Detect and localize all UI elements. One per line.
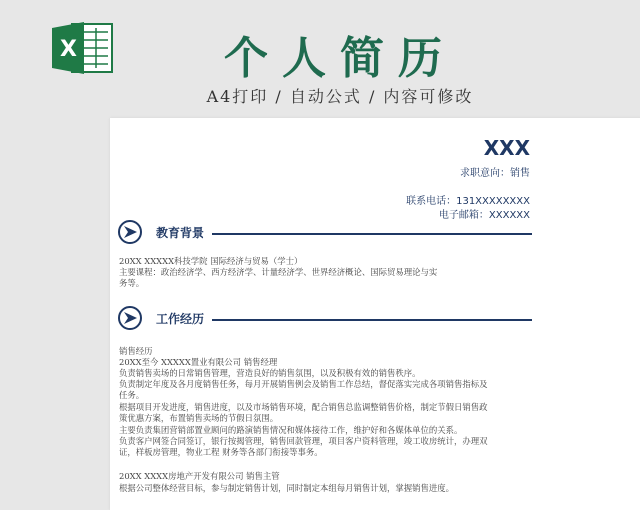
text-line: 负责制定年度及各月度销售任务，每月开展销售例会及销售工作总结，督促落实完成各项销售指标及 <box>119 379 488 389</box>
resume-name: XXX <box>483 136 530 160</box>
phone-number: 联系电话：131XXXXXXXX <box>406 196 530 207</box>
text-line: 负责客户网签合同签订，银行按揭管理，销售回款管理，项目客户资料管理，竣工收房统计，办理双 <box>119 436 488 446</box>
text-line: 根据项目开发进度，销售进度，以及市场销售环境，配合销售总监调整销售价格，制定节假日销售政 <box>119 402 488 412</box>
svg-text:X: X <box>60 37 77 62</box>
text-line: 根据公司整体经营目标，参与制定销售计划，同时制定本组每月销售计划，掌握销售进度。 <box>119 483 454 493</box>
text-line: 销售经历 <box>119 346 153 356</box>
section-divider <box>212 233 532 235</box>
section-work <box>118 306 532 336</box>
arrow-right-icon <box>118 220 142 244</box>
text-line: 20XX XXXXX科技学院 国际经济与贸易（学士） <box>119 256 303 266</box>
arrow-right-icon <box>118 306 142 330</box>
text-line: 务等。 <box>119 278 145 288</box>
page-subtitle: A4打印 / 自动公式 / 内容可修改 <box>206 87 474 106</box>
section-divider <box>212 319 532 321</box>
section-education <box>118 220 532 250</box>
email-address: 电子邮箱：XXXXXX <box>438 210 530 221</box>
text-line: 20XX XXXX房地产开发有限公司 销售主管 <box>119 471 280 481</box>
page-title: 个人简历 <box>224 33 456 84</box>
text-line: 策优惠方案，布置销售卖场的节假日氛围。 <box>119 413 279 423</box>
text-line: 任务。 <box>119 390 145 400</box>
section-title: 教育背景 <box>156 226 205 240</box>
text-line: 主要负责集团营销部置业顾问的路演销售情况和媒体接待工作，维护好和各媒体单位的关系。 <box>119 425 463 435</box>
text-line: 负责销售卖场的日常销售管理，营造良好的销售氛围，以及积极有效的销售秩序。 <box>119 368 421 378</box>
section-title: 工作经历 <box>156 312 205 326</box>
text-line: 主要课程：政治经济学、西方经济学、计量经济学、世界经济概论、国际贸易理论与实 <box>119 267 438 277</box>
text-line: 20XX至今 XXXXX置业有限公司 销售经理 <box>119 357 278 367</box>
job-intent: 求职意向：销售 <box>460 168 530 179</box>
text-line: 证，样板房管理，物业工程 财务等各部门衔接等事务。 <box>119 447 323 457</box>
